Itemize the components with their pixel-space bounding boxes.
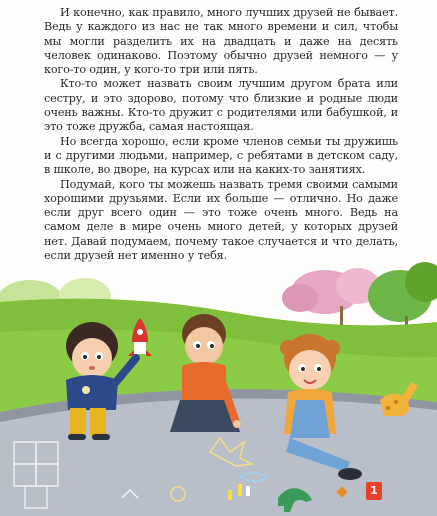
paragraph-3: Но всегда хорошо, если кроме членов семьи ты дружишь и с другими людьми, например, с ребятами в детском саду, в школе, во дворе, на курсах или на каких-то занятиях.: [44, 134, 398, 177]
page-number-badge: 1: [366, 482, 382, 500]
paragraph-4: Подумай, кого ты можешь назвать тремя своими самыми хорошими друзьями. Если их больше — отлично. Но даже если друг всего один — это тоже очень много. Ведь на самом деле в мире очень много детей, у которых друзей нет. Давай подумаем, почему такое случается и что делать, если друзей нет именно у тебя.: [44, 177, 398, 263]
paragraph-2: Кто-то может назвать своим лучшим другом брата или сестру, и это здорово, потому что близкие и родные люди очень важны. Кто-то дружит с родителями или бабушкой, и это тоже дружба, самая настоящая.: [44, 77, 398, 134]
children-playing-illustration: [0, 262, 437, 516]
body-text: [44, 6, 398, 263]
paragraph-1: И конечно, как правило, много лучших друзей не бывает. Ведь у каждого из нас не так много времени и сил, чтобы мы могли разделить их на двадцать и даже на десять человек одинаково. Поэтому обычно друзей немного — у кого-то один, у кого-то три или пять.: [44, 6, 398, 77]
